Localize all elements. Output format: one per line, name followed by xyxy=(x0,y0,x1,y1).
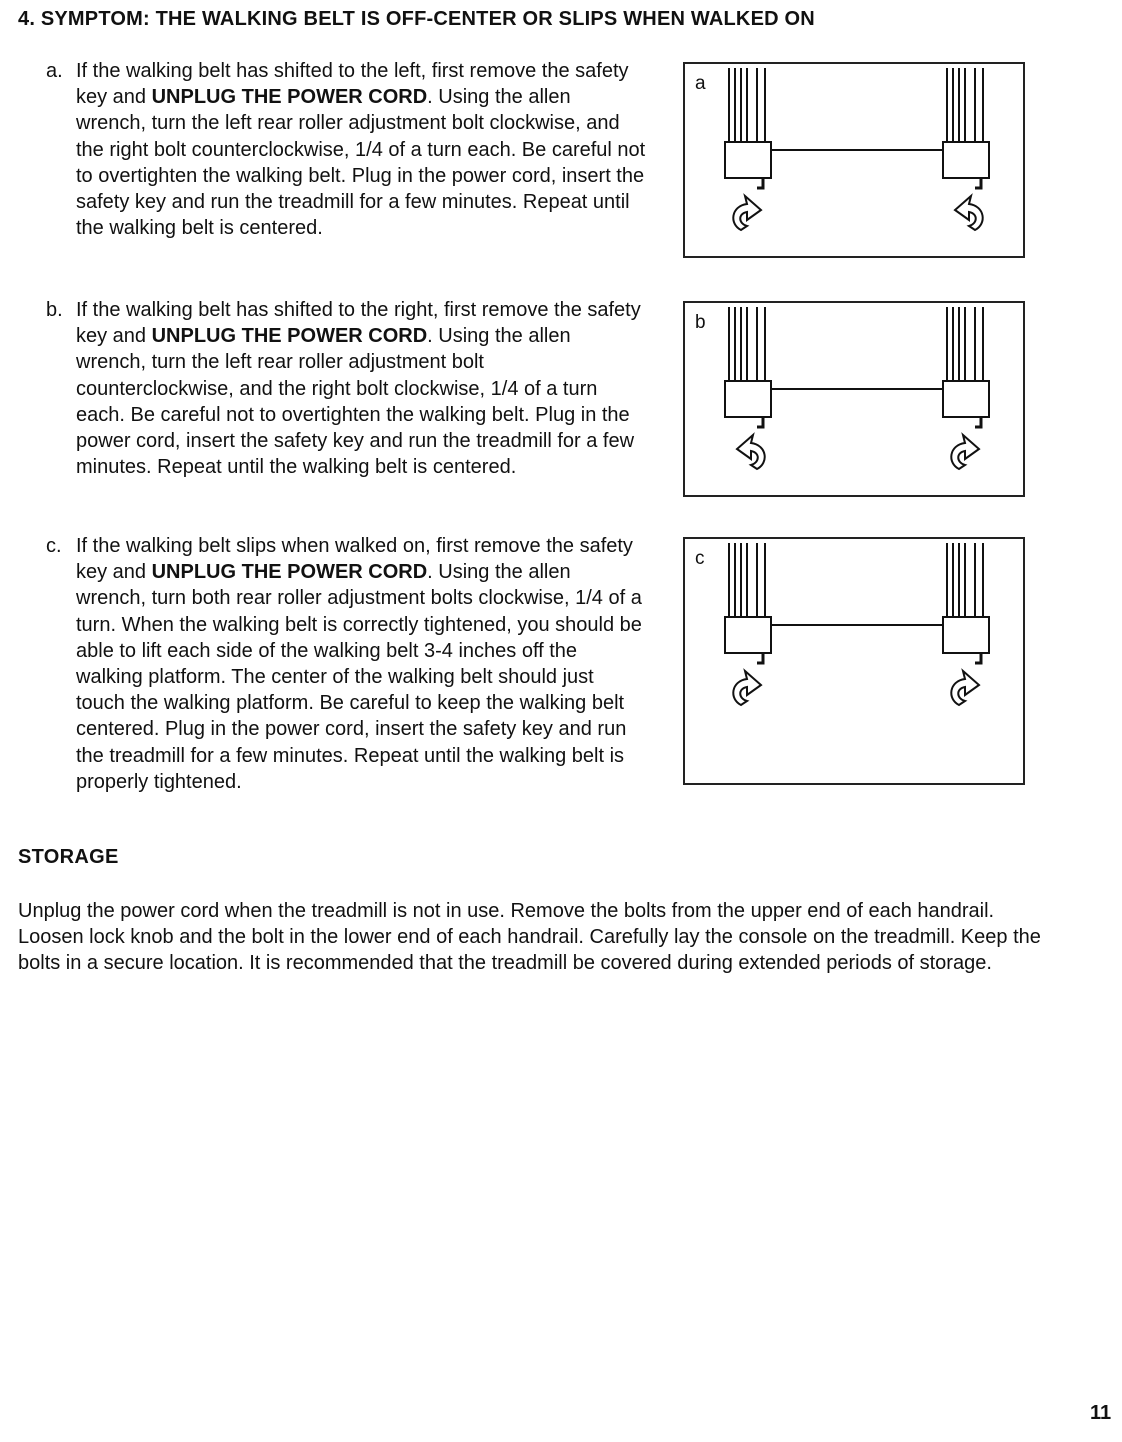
item-text-part: . Using the allen wrench, turn the left rear roller adjustment bolt counterclockwise, and the right bolt clockwise, 1/4 of a turn each. Be careful not to overtighten the walking belt. Plug in the power cord, insert the safety key and run the treadmill for a few minutes. Repeat until the walking belt is centered. xyxy=(76,325,635,479)
item-text-part: If the walking belt slips when walked on, first remove the safety key and xyxy=(76,535,633,584)
item-letter: b. xyxy=(46,299,63,321)
item-text xyxy=(76,297,646,480)
adjustment-bolt xyxy=(975,417,981,427)
roller-housing xyxy=(943,381,989,417)
roller-side xyxy=(725,68,771,230)
figure-label: a xyxy=(695,73,706,94)
clockwise-arrow-icon xyxy=(733,196,761,230)
adjustment-bolt xyxy=(975,653,981,663)
page-number: 11 xyxy=(1090,1402,1112,1424)
figure-label: b xyxy=(695,312,706,333)
item-text-part: . Using the allen wrench, turn both rear roller adjustment bolts clockwise, 1/4 of a turn. When the walking belt is correctly tightened, you should be able to lift each side of the walking belt 3-4 inches off the walking platform. The center of the walking belt should just touch the walking platform. Be careful to keep the walking belt centered. Plug in the power cord, insert the safety key and run the treadmill for a few minutes. Repeat until the walking belt is properly tightened. xyxy=(76,561,642,793)
instruction-item-b xyxy=(46,297,646,480)
item-text xyxy=(76,58,646,241)
figure-b xyxy=(683,301,1025,497)
counterclockwise-arrow-icon xyxy=(955,196,983,230)
item-warning: UNPLUG THE POWER CORD xyxy=(151,561,428,584)
roller-side xyxy=(943,68,989,230)
adjustment-bolt xyxy=(757,417,763,427)
item-letter: a. xyxy=(46,60,63,82)
item-letter: c. xyxy=(46,535,62,557)
storage-paragraph: Unplug the power cord when the treadmill is not in use. Remove the bolts from the upper end of each handrail. Loosen lock knob and the bolt in the lower end of each handrail. Carefully lay the console on the treadmill. Keep the bolts in a secure location. It is recommended that the treadmill be covered during extended periods of storage. xyxy=(18,900,1041,975)
clockwise-arrow-icon xyxy=(733,671,761,705)
section-heading: 4. SYMPTOM: THE WALKING BELT IS OFF-CENTER OR SLIPS WHEN WALKED ON xyxy=(18,8,815,30)
item-warning: UNPLUG THE POWER CORD xyxy=(151,86,428,109)
roller-housing xyxy=(725,142,771,178)
clockwise-arrow-icon xyxy=(951,671,979,705)
item-text-part: . Using the allen wrench, turn the left rear roller adjustment bolt clockwise, and the right bolt counterclockwise, 1/4 of a turn each. Be careful not to overtighten the walking belt. Plug in the power cord, insert the safety key and run the treadmill for a few minutes. Repeat until the walking belt is centered. xyxy=(76,86,646,240)
roller-diagram xyxy=(685,303,1027,499)
roller-side xyxy=(943,543,989,705)
figure-c xyxy=(683,537,1025,785)
roller-side xyxy=(725,543,771,705)
roller-housing xyxy=(943,142,989,178)
roller-housing xyxy=(943,617,989,653)
adjustment-bolt xyxy=(757,178,763,188)
item-warning: UNPLUG THE POWER CORD xyxy=(151,325,428,348)
roller-diagram xyxy=(685,64,1027,260)
item-text-part: If the walking belt has shifted to the left, first remove the safety key and xyxy=(76,60,629,109)
adjustment-bolt xyxy=(975,178,981,188)
roller-housing xyxy=(725,381,771,417)
storage-heading: STORAGE xyxy=(18,846,119,868)
adjustment-bolt xyxy=(757,653,763,663)
counterclockwise-arrow-icon xyxy=(737,435,765,469)
clockwise-arrow-icon xyxy=(951,435,979,469)
instruction-item-c xyxy=(46,533,646,795)
roller-side xyxy=(943,307,989,469)
roller-side xyxy=(725,307,771,469)
figure-a xyxy=(683,62,1025,258)
roller-housing xyxy=(725,617,771,653)
instruction-item-a xyxy=(46,58,646,241)
item-text-part: If the walking belt has shifted to the right, first remove the safety key and xyxy=(76,299,641,348)
figure-label: c xyxy=(695,548,705,569)
roller-diagram xyxy=(685,539,1027,735)
item-text xyxy=(76,533,646,795)
